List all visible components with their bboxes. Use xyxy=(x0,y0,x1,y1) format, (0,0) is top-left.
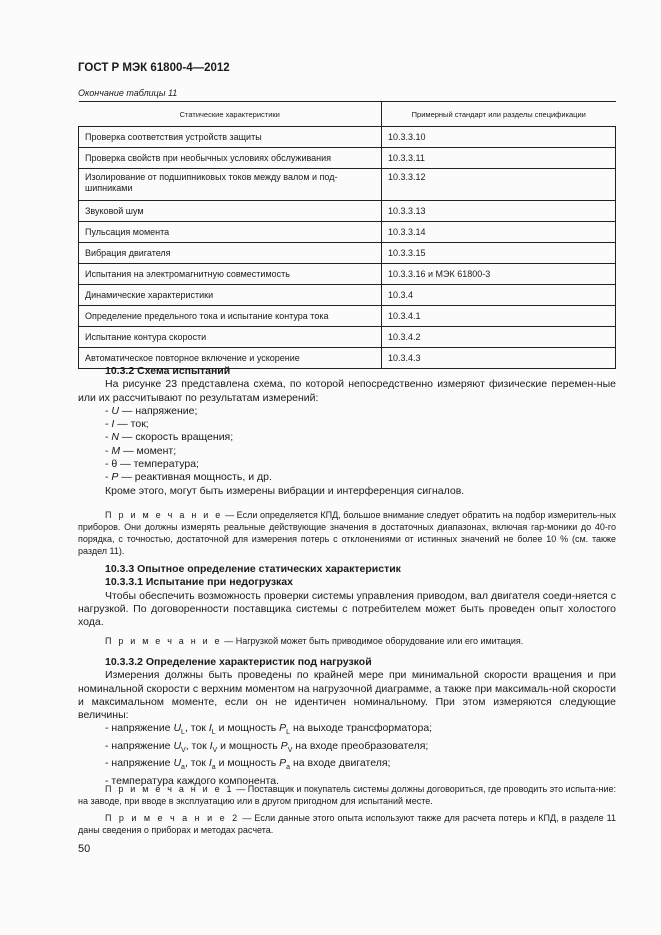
table-row xyxy=(79,169,616,201)
note-text: — Если данные этого опыта используют также для расчета потерь и КПД, в разделе 11 даны сведения о приборах и методах расчета. xyxy=(78,813,616,835)
table-cell: Проверка соответствия устройств защиты xyxy=(79,127,382,148)
note-label: П р и м е ч а н и е xyxy=(105,636,222,646)
list-item: - напряжение $U_V$, ток $I_V$ и мощность $P_V$ на входе преобразователя; xyxy=(105,739,429,754)
table-cell: Определение предельного тока и испытание контура тока xyxy=(79,306,382,327)
table-cell: 10.3.3.12 xyxy=(382,169,616,201)
table-cell: 10.3.4.2 xyxy=(382,327,616,348)
symbol: P xyxy=(111,471,119,484)
section-heading: 10.3.3 Опытное определение статических характеристик xyxy=(105,563,401,575)
column-header: Статические характеристики xyxy=(79,102,382,127)
list-item: - θ — температура; xyxy=(105,458,199,471)
table-cell: Испытания на электромагнитную совместимость xyxy=(79,264,382,285)
list-item: - I — ток; xyxy=(105,418,149,431)
table-cell: 10.3.4.3 xyxy=(382,348,616,369)
list-item: - U — напряжение; xyxy=(105,404,198,417)
spec-table xyxy=(78,101,616,369)
note xyxy=(78,509,616,557)
table-cell: Изолирование от подшипниковых токов между валом и под-шипниками xyxy=(79,169,382,201)
table-cell: 10.3.3.15 xyxy=(382,243,616,264)
note-label: П р и м е ч а н и е 1 xyxy=(105,784,234,794)
list-item: - напряжение $U_a$, ток $I_a$ и мощность $P_a$ на входе двигателя; xyxy=(105,757,391,772)
table-row xyxy=(79,327,616,348)
table-row xyxy=(79,127,616,148)
section-heading: 10.3.2 Схема испытаний xyxy=(105,365,231,377)
table-cell: Автоматическое повторное включение и ускорение xyxy=(79,348,382,369)
list-item: - M — момент; xyxy=(105,444,177,457)
paragraph: Чтобы обеспечить возможность проверки системы управления приводом, вал двигателя соеди-няется с нагрузкой. По договоренности поставщика системы с потребителем может быть проведен опыт холостого хода. xyxy=(78,589,616,629)
note-label: П р и м е ч а н и е xyxy=(105,510,223,520)
table-cell: 10.3.3.13 xyxy=(382,201,616,222)
section-10-3-3 xyxy=(78,563,616,629)
page-number: 50 xyxy=(78,843,91,855)
symbol: N xyxy=(111,431,120,444)
symbol: θ xyxy=(111,458,118,471)
table-row xyxy=(79,243,616,264)
list-item: - напряжение $U_L$, ток $I_L$ и мощность $P_L$ на выходе трансформатора; xyxy=(105,722,433,737)
table-row xyxy=(79,264,616,285)
table-cell: Проверка свойств при необычных условиях обслуживания xyxy=(79,148,382,169)
section-10-3-2 xyxy=(78,365,616,498)
table-row xyxy=(79,222,616,243)
table-cell: 10.3.3.16 и МЭК 61800-3 xyxy=(382,264,616,285)
table-cell: Вибрация двигателя xyxy=(79,243,382,264)
list-item: - N — скорость вращения; xyxy=(105,431,234,444)
note-text: — Поставщик и покупатель системы должны договориться, где проводить это испыта-ние: на заводе, при вводе в эксплуатацию или в другом пригодном для испытаний месте. xyxy=(78,784,616,806)
symbol: U xyxy=(111,404,120,417)
note-1 xyxy=(78,783,616,807)
subsection-heading: 10.3.3.1 Испытание при недогрузках xyxy=(105,576,293,589)
note xyxy=(78,635,616,647)
document-header: ГОСТ Р МЭК 61800-4—2012 xyxy=(78,62,230,74)
note-label: П р и м е ч а н и е 2 xyxy=(105,813,240,823)
table-caption: Окончание таблицы 11 xyxy=(78,88,178,98)
symbol: M xyxy=(111,444,121,457)
paragraph: Измерения должны быть проведены по крайней мере при минимальной скорости вращения и при номинальной скорости с верхним моментом на нагрузочной диаграмме, а также при максималь-ной скорости и максимальном моменте, если он не идентичен номинальному. При этом измеряются следующие величины: xyxy=(78,669,616,722)
list-item: - температура каждого компонента. xyxy=(105,774,279,787)
column-header: Примерный стандарт или разделы спецификации xyxy=(382,102,616,127)
table-cell: Испытание контура скорости xyxy=(79,327,382,348)
table-row xyxy=(79,201,616,222)
subsection-heading: 10.3.3.2 Определение характеристик под нагрузкой xyxy=(105,656,372,668)
table-cell: 10.3.3.11 xyxy=(382,148,616,169)
table-cell: 10.3.4.1 xyxy=(382,306,616,327)
table-row xyxy=(79,306,616,327)
table-row xyxy=(79,148,616,169)
list-item: - P — реактивная мощность, и др. xyxy=(105,471,272,484)
table-cell: Пульсация момента xyxy=(79,222,382,243)
paragraph: На рисунке 23 представлена схема, по которой непосредственно измеряют физические перемен-ные или их рассчитывают по результатам измерений: xyxy=(78,378,616,404)
subsection-10-3-3-2 xyxy=(78,656,616,788)
table-row xyxy=(79,285,616,306)
table-cell: Динамические характеристики xyxy=(79,285,382,306)
note-2 xyxy=(78,812,616,836)
table-cell: 10.3.4 xyxy=(382,285,616,306)
table-cell: 10.3.3.14 xyxy=(382,222,616,243)
table-cell: Звуковой шум xyxy=(79,201,382,222)
table-header-row xyxy=(79,102,616,127)
note-text: — Если определяется КПД, большое внимание следует обратить на подбор измеритель-ных приборов. Они должны измерять реальные действующие значения в достаточных диапазонах, включая гар-моники до 40-го порядка, с точностью, достаточной для измерения потерь с отклонениями от истинных значений не более 10 % (см. также раздел 11). xyxy=(78,510,616,556)
note-text: — Нагрузкой может быть приводимое оборудование или его имитация. xyxy=(221,636,524,646)
symbol: I xyxy=(111,418,115,431)
paragraph: Кроме этого, могут быть измерены вибрации и интерференция сигналов. xyxy=(105,484,465,497)
table-cell: 10.3.3.10 xyxy=(382,127,616,148)
